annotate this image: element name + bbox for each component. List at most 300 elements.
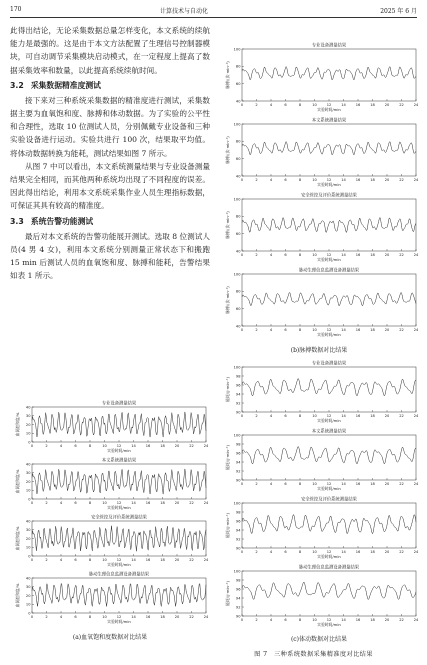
x-axis-label: 实验时间/min: [317, 622, 341, 627]
y-tick-label: 90: [235, 614, 241, 619]
header-rule: [10, 17, 417, 18]
series-line-0: [242, 379, 416, 396]
x-tick-label: 4: [269, 414, 273, 418]
x-axis-label: 实验时间/min: [107, 619, 131, 624]
x-tick-label: 8: [88, 444, 92, 448]
y-axis-label: 脉搏/(次·min⁻¹): [225, 61, 230, 89]
x-tick-label: 14: [131, 558, 136, 562]
subplot-3: [225, 564, 419, 628]
x-tick-label: 4: [269, 253, 273, 257]
x-tick-label: 16: [355, 103, 361, 107]
x-tick-label: 24: [413, 178, 419, 182]
x-tick-label: 18: [370, 414, 375, 418]
y-tick-label: 30: [25, 528, 31, 533]
journal-name: 计算技术与自动化: [160, 8, 209, 15]
x-tick-label: 24: [413, 618, 419, 622]
x-tick-label: 18: [370, 178, 375, 182]
x-tick-label: 0: [240, 482, 244, 486]
x-tick-label: 10: [312, 328, 317, 332]
paragraph: 从图 7 中可以看出，本文系统测量结果与专业设备测量结果完全相同，而其他两种系统均出现了不同程度的误差。因此得出结论，利用本文系统采集作业人员生理指标数据，可保证其具有较高的精准度。: [10, 161, 210, 211]
x-tick-label: 12: [326, 618, 332, 622]
x-tick-label: 20: [174, 615, 180, 619]
y-axis-label: 能耗/(J·min⁻¹): [225, 377, 230, 402]
x-axis-label: 实验时间/min: [107, 505, 131, 510]
x-axis-label: 实验时间/min: [317, 257, 341, 262]
y-tick-label: 20: [25, 479, 31, 484]
x-tick-label: 4: [269, 103, 273, 107]
plot-frame: [242, 274, 416, 326]
x-tick-label: 8: [298, 253, 302, 257]
x-axis-label: 实验时间/min: [107, 448, 131, 453]
x-tick-label: 22: [189, 615, 194, 619]
x-tick-label: 22: [399, 618, 404, 622]
x-tick-label: 18: [160, 444, 165, 448]
chart-title: 专业设备测量结果: [311, 361, 347, 367]
x-tick-label: 4: [59, 444, 63, 448]
y-axis-label: 脉搏/(次·min⁻¹): [225, 211, 230, 239]
page-number: 170: [10, 6, 22, 13]
left-column: [10, 24, 210, 282]
y-tick-label: 40: [235, 99, 241, 104]
x-tick-label: 18: [370, 253, 375, 257]
x-tick-label: 10: [312, 178, 317, 182]
subplot-0: [225, 42, 419, 113]
series-line-0: [32, 526, 206, 551]
x-axis-label: 实验时间/min: [317, 332, 341, 337]
y-tick-label: 100: [233, 433, 241, 438]
x-tick-label: 20: [384, 550, 390, 554]
subplot-3: [225, 267, 419, 338]
x-tick-label: 12: [326, 253, 332, 257]
x-tick-label: 14: [131, 501, 136, 505]
x-tick-label: 6: [74, 558, 77, 562]
x-tick-label: 0: [240, 618, 244, 622]
x-tick-label: 24: [203, 444, 209, 448]
series-line-0: [32, 583, 206, 606]
x-tick-label: 14: [341, 482, 346, 486]
y-tick-label: 100: [233, 365, 241, 370]
chart-title: 脉动生理信息监测设备测量结果: [298, 268, 360, 274]
x-tick-label: 24: [413, 328, 419, 332]
y-axis-label: 血氧饱和度/%: [15, 583, 20, 608]
y-axis-label: 血氧饱和度/%: [15, 469, 20, 494]
x-tick-label: 22: [399, 103, 404, 107]
panel-c-caption: (c)体动数据对比结果: [290, 636, 348, 643]
x-tick-label: 20: [384, 253, 390, 257]
section-number: 3.3: [10, 216, 24, 226]
figure-panel-b: [218, 40, 420, 340]
y-axis-label: 血氧饱和度/%: [15, 412, 20, 437]
x-tick-label: 16: [145, 558, 151, 562]
series-line-0: [32, 469, 206, 494]
x-tick-label: 14: [341, 178, 346, 182]
x-tick-label: 18: [160, 501, 165, 505]
x-tick-label: 12: [326, 328, 332, 332]
chart-title: 专业设备测量结果: [101, 401, 137, 407]
x-tick-label: 12: [326, 178, 332, 182]
x-tick-label: 0: [30, 444, 34, 448]
x-tick-label: 10: [312, 414, 317, 418]
x-tick-label: 8: [88, 615, 92, 619]
x-tick-label: 12: [116, 501, 122, 505]
x-tick-label: 24: [203, 615, 209, 619]
y-tick-label: 0: [28, 497, 31, 502]
x-tick-label: 2: [255, 103, 258, 107]
x-tick-label: 4: [269, 178, 273, 182]
series-line-0: [242, 582, 416, 599]
x-tick-label: 6: [284, 253, 287, 257]
x-tick-label: 0: [240, 414, 244, 418]
x-tick-label: 6: [284, 103, 287, 107]
y-tick-label: 60: [235, 82, 241, 87]
y-tick-label: 40: [25, 576, 31, 581]
y-tick-label: 96: [235, 587, 241, 592]
y-axis-label: 脉搏/(次·min⁻¹): [225, 136, 230, 164]
x-tick-label: 20: [384, 482, 390, 486]
x-tick-label: 22: [399, 482, 404, 486]
panel-b-caption: (b)脉搏数据对比结果: [290, 347, 348, 354]
plot-frame: [242, 199, 416, 251]
x-tick-label: 10: [102, 615, 107, 619]
section-number: 3.2: [10, 80, 24, 90]
x-tick-label: 10: [312, 253, 317, 257]
x-tick-label: 16: [355, 550, 361, 554]
x-tick-label: 18: [160, 558, 165, 562]
x-tick-label: 14: [341, 253, 346, 257]
x-tick-label: 22: [399, 253, 404, 257]
x-tick-label: 0: [240, 550, 244, 554]
y-tick-label: 90: [235, 546, 241, 551]
y-tick-label: 40: [235, 174, 241, 179]
y-tick-label: 94: [235, 528, 241, 533]
y-tick-label: 100: [233, 47, 241, 52]
x-tick-label: 4: [59, 501, 63, 505]
x-tick-label: 0: [240, 328, 244, 332]
y-tick-label: 94: [235, 596, 241, 601]
x-tick-label: 16: [355, 178, 361, 182]
x-tick-label: 0: [240, 253, 244, 257]
y-tick-label: 60: [235, 307, 241, 312]
x-tick-label: 2: [255, 414, 258, 418]
x-tick-label: 14: [341, 618, 346, 622]
x-axis-label: 实验时间/min: [107, 562, 131, 567]
issue-date: 2025 年 6 月: [380, 8, 417, 15]
x-tick-label: 4: [59, 615, 63, 619]
x-axis-label: 实验时间/min: [317, 182, 341, 187]
series-line-0: [242, 515, 416, 534]
y-tick-label: 80: [235, 139, 241, 144]
series-line-0: [32, 412, 206, 437]
x-tick-label: 20: [174, 444, 180, 448]
x-tick-label: 16: [145, 501, 151, 505]
subplot-0: [15, 400, 209, 454]
x-tick-label: 4: [269, 328, 273, 332]
y-tick-label: 90: [235, 410, 241, 415]
y-tick-label: 94: [235, 460, 241, 465]
x-tick-label: 18: [370, 550, 375, 554]
x-tick-label: 22: [189, 501, 194, 505]
x-tick-label: 8: [88, 558, 92, 562]
y-axis-label: 能耗/(J·min⁻¹): [225, 513, 230, 538]
y-axis-label: 脉搏/(次·min⁻¹): [225, 286, 230, 314]
chart-title: 本文系统测量结果: [311, 429, 347, 435]
x-tick-label: 12: [116, 444, 122, 448]
x-tick-label: 2: [255, 482, 258, 486]
chart-title: 脉动生理信息监测设备测量结果: [88, 572, 150, 578]
x-tick-label: 20: [174, 501, 180, 505]
x-tick-label: 2: [255, 328, 258, 332]
paragraph: 接下来对三种系统采集数据的精准度进行测试，采集数据主要为血氧饱和度、脉搏和体动数据。为了实验的公平性和合理性，选取 10 位测试人员，分别佩戴专业设备和三种实验设备进行运动。实验共进行 100 次，结果取平均值。将体动数据转换为能耗，测试结果如图 7 所示。: [10, 95, 210, 158]
y-tick-label: 30: [25, 471, 31, 476]
y-tick-label: 98: [235, 374, 241, 379]
x-tick-label: 6: [284, 482, 287, 486]
y-tick-label: 10: [25, 488, 31, 493]
x-tick-label: 12: [326, 103, 332, 107]
series-line-0: [242, 447, 416, 464]
x-tick-label: 2: [45, 615, 48, 619]
x-tick-label: 10: [312, 550, 317, 554]
x-tick-label: 8: [298, 103, 302, 107]
y-tick-label: 0: [28, 611, 31, 616]
subplot-1: [225, 117, 419, 188]
series-line-0: [242, 292, 416, 305]
x-tick-label: 18: [370, 103, 375, 107]
x-tick-label: 24: [413, 482, 419, 486]
x-tick-label: 0: [240, 178, 244, 182]
plot-frame: [242, 49, 416, 101]
y-tick-label: 100: [233, 272, 241, 277]
x-axis-label: 实验时间/min: [317, 107, 341, 112]
y-tick-label: 40: [235, 249, 241, 254]
y-tick-label: 100: [233, 122, 241, 127]
y-tick-label: 40: [25, 462, 31, 467]
section-title: 采集数据精准度测试: [30, 80, 101, 90]
y-tick-label: 40: [25, 405, 31, 410]
x-tick-label: 2: [255, 618, 258, 622]
x-tick-label: 2: [45, 444, 48, 448]
x-tick-label: 4: [269, 618, 273, 622]
x-tick-label: 20: [174, 558, 180, 562]
x-tick-label: 4: [269, 550, 273, 554]
y-tick-label: 20: [25, 593, 31, 598]
y-tick-label: 10: [25, 545, 31, 550]
x-tick-label: 24: [413, 550, 419, 554]
y-tick-label: 30: [25, 585, 31, 590]
x-tick-label: 14: [341, 550, 346, 554]
x-tick-label: 0: [240, 103, 244, 107]
x-tick-label: 22: [399, 550, 404, 554]
panel-a-caption: (a)血氧饱和度数据对比结果: [72, 634, 148, 641]
x-tick-label: 6: [74, 615, 77, 619]
x-axis-label: 实验时间/min: [317, 486, 341, 491]
y-tick-label: 80: [235, 214, 241, 219]
y-tick-label: 94: [235, 392, 241, 397]
y-tick-label: 40: [235, 324, 241, 329]
y-tick-label: 96: [235, 519, 241, 524]
y-tick-label: 96: [235, 451, 241, 456]
y-tick-label: 60: [235, 157, 241, 162]
y-tick-label: 60: [235, 232, 241, 237]
x-tick-label: 14: [131, 615, 136, 619]
subplot-1: [225, 428, 419, 492]
series-line-0: [242, 67, 416, 80]
x-tick-label: 6: [284, 414, 287, 418]
x-tick-label: 18: [160, 615, 165, 619]
x-tick-label: 20: [384, 618, 390, 622]
x-tick-label: 18: [370, 328, 375, 332]
x-tick-label: 16: [145, 444, 151, 448]
x-tick-label: 16: [355, 482, 361, 486]
x-tick-label: 2: [45, 558, 48, 562]
subplot-0: [225, 360, 419, 424]
x-tick-label: 14: [341, 103, 346, 107]
y-tick-label: 92: [235, 605, 241, 610]
x-tick-label: 4: [59, 558, 63, 562]
x-tick-label: 0: [30, 501, 34, 505]
x-tick-label: 6: [284, 328, 287, 332]
chart-title: 本文系统测量结果: [101, 458, 137, 464]
x-tick-label: 20: [384, 328, 390, 332]
y-tick-label: 40: [25, 519, 31, 524]
x-tick-label: 12: [116, 615, 122, 619]
x-tick-label: 16: [355, 253, 361, 257]
x-tick-label: 14: [341, 414, 346, 418]
y-axis-label: 能耗/(J·min⁻¹): [225, 445, 230, 470]
x-tick-label: 2: [255, 550, 258, 554]
y-tick-label: 20: [25, 422, 31, 427]
x-tick-label: 10: [312, 618, 317, 622]
x-tick-label: 10: [102, 558, 107, 562]
y-tick-label: 98: [235, 578, 241, 583]
x-tick-label: 8: [298, 550, 302, 554]
x-tick-label: 8: [298, 618, 302, 622]
y-tick-label: 0: [28, 440, 31, 445]
y-tick-label: 80: [235, 64, 241, 69]
x-tick-label: 6: [74, 444, 77, 448]
x-tick-label: 16: [355, 414, 361, 418]
x-tick-label: 24: [413, 103, 419, 107]
y-tick-label: 10: [25, 602, 31, 607]
y-tick-label: 98: [235, 442, 241, 447]
figure-caption: 图 7 三种系统数据采集精准度对比结果: [254, 651, 373, 658]
y-tick-label: 92: [235, 537, 241, 542]
y-tick-label: 96: [235, 383, 241, 388]
plot-frame: [242, 571, 416, 616]
x-tick-label: 22: [189, 558, 194, 562]
y-tick-label: 20: [25, 536, 31, 541]
section-heading-3-3: [10, 216, 210, 227]
y-tick-label: 80: [235, 289, 241, 294]
x-tick-label: 6: [74, 501, 77, 505]
y-tick-label: 30: [25, 414, 31, 419]
x-tick-label: 6: [284, 550, 287, 554]
x-tick-label: 12: [326, 482, 332, 486]
x-tick-label: 20: [384, 178, 390, 182]
x-tick-label: 10: [312, 103, 317, 107]
x-tick-label: 10: [102, 444, 107, 448]
x-tick-label: 2: [45, 501, 48, 505]
x-tick-label: 4: [269, 482, 273, 486]
x-tick-label: 10: [312, 482, 317, 486]
y-tick-label: 92: [235, 401, 241, 406]
paragraph: 最后对本文系统的告警功能展开测试。选取 8 位测试人员(4 男 4 女)，利用本文系统分别测量正常状态下和搬跑 15 min 后测试人员的血氧饱和度、脉搏和能耗，告警结果如表 1 所示。: [10, 231, 210, 281]
x-tick-label: 8: [298, 328, 302, 332]
x-tick-label: 18: [370, 618, 375, 622]
x-tick-label: 18: [370, 482, 375, 486]
x-tick-label: 2: [255, 253, 258, 257]
figure-panel-a: [10, 398, 210, 628]
y-axis-label: 能耗/(J·min⁻¹): [225, 581, 230, 606]
series-line-0: [242, 217, 416, 232]
y-tick-label: 100: [233, 569, 241, 574]
chart-title: 专业设备测量结果: [311, 43, 347, 49]
x-tick-label: 2: [255, 178, 258, 182]
x-tick-label: 12: [326, 414, 332, 418]
series-line-0: [242, 142, 416, 155]
plot-frame: [242, 503, 416, 548]
subplot-3: [15, 571, 209, 625]
x-tick-label: 8: [298, 178, 302, 182]
x-tick-label: 22: [399, 328, 404, 332]
x-tick-label: 16: [355, 328, 361, 332]
chart-title: 安全管控及评价系统测量结果: [301, 193, 357, 199]
x-tick-label: 10: [102, 501, 107, 505]
x-tick-label: 12: [326, 550, 332, 554]
paragraph: 此得出结论，无论采集数据总量怎样变化，本文系统的续航能力是最强的。这是由于本文方法配置了生理信号控制器模块，可自动调节采集模块启动模式，在一定程度上提高了数据采集效率和数量，以此提高系统续航时间。: [10, 26, 210, 75]
y-tick-label: 10: [25, 431, 31, 436]
y-tick-label: 100: [233, 501, 241, 506]
subplot-2: [225, 496, 419, 560]
x-tick-label: 24: [413, 253, 419, 257]
plot-frame: [32, 578, 206, 613]
x-tick-label: 16: [355, 618, 361, 622]
x-tick-label: 24: [413, 414, 419, 418]
x-tick-label: 14: [131, 444, 136, 448]
chart-title: 本文系统测量结果: [311, 118, 347, 124]
subplot-2: [15, 514, 209, 568]
subplot-1: [15, 457, 209, 511]
x-tick-label: 0: [30, 558, 34, 562]
x-tick-label: 20: [384, 414, 390, 418]
x-tick-label: 0: [30, 615, 34, 619]
x-tick-label: 14: [341, 328, 346, 332]
y-tick-label: 98: [235, 510, 241, 515]
x-tick-label: 22: [189, 444, 194, 448]
x-tick-label: 6: [284, 618, 287, 622]
x-tick-label: 24: [203, 501, 209, 505]
x-tick-label: 8: [298, 414, 302, 418]
chart-title: 安全管控及评价系统测量结果: [301, 497, 357, 503]
x-tick-label: 6: [284, 178, 287, 182]
x-tick-label: 8: [298, 482, 302, 486]
y-tick-label: 92: [235, 469, 241, 474]
x-axis-label: 实验时间/min: [317, 554, 341, 559]
x-tick-label: 22: [399, 414, 404, 418]
y-tick-label: 90: [235, 478, 241, 483]
x-tick-label: 16: [145, 615, 151, 619]
x-tick-label: 12: [116, 558, 122, 562]
y-axis-label: 血氧饱和度/%: [15, 526, 20, 551]
x-tick-label: 20: [384, 103, 390, 107]
y-tick-label: 100: [233, 197, 241, 202]
x-tick-label: 22: [399, 178, 404, 182]
figure-panel-c: [218, 358, 420, 630]
chart-title: 安全管控及评价系统测量结果: [91, 515, 147, 521]
y-tick-label: 0: [28, 554, 31, 559]
chart-title: 脉动生理信息监测设备测量结果: [298, 565, 360, 571]
plot-frame: [242, 124, 416, 176]
x-axis-label: 实验时间/min: [317, 418, 341, 423]
